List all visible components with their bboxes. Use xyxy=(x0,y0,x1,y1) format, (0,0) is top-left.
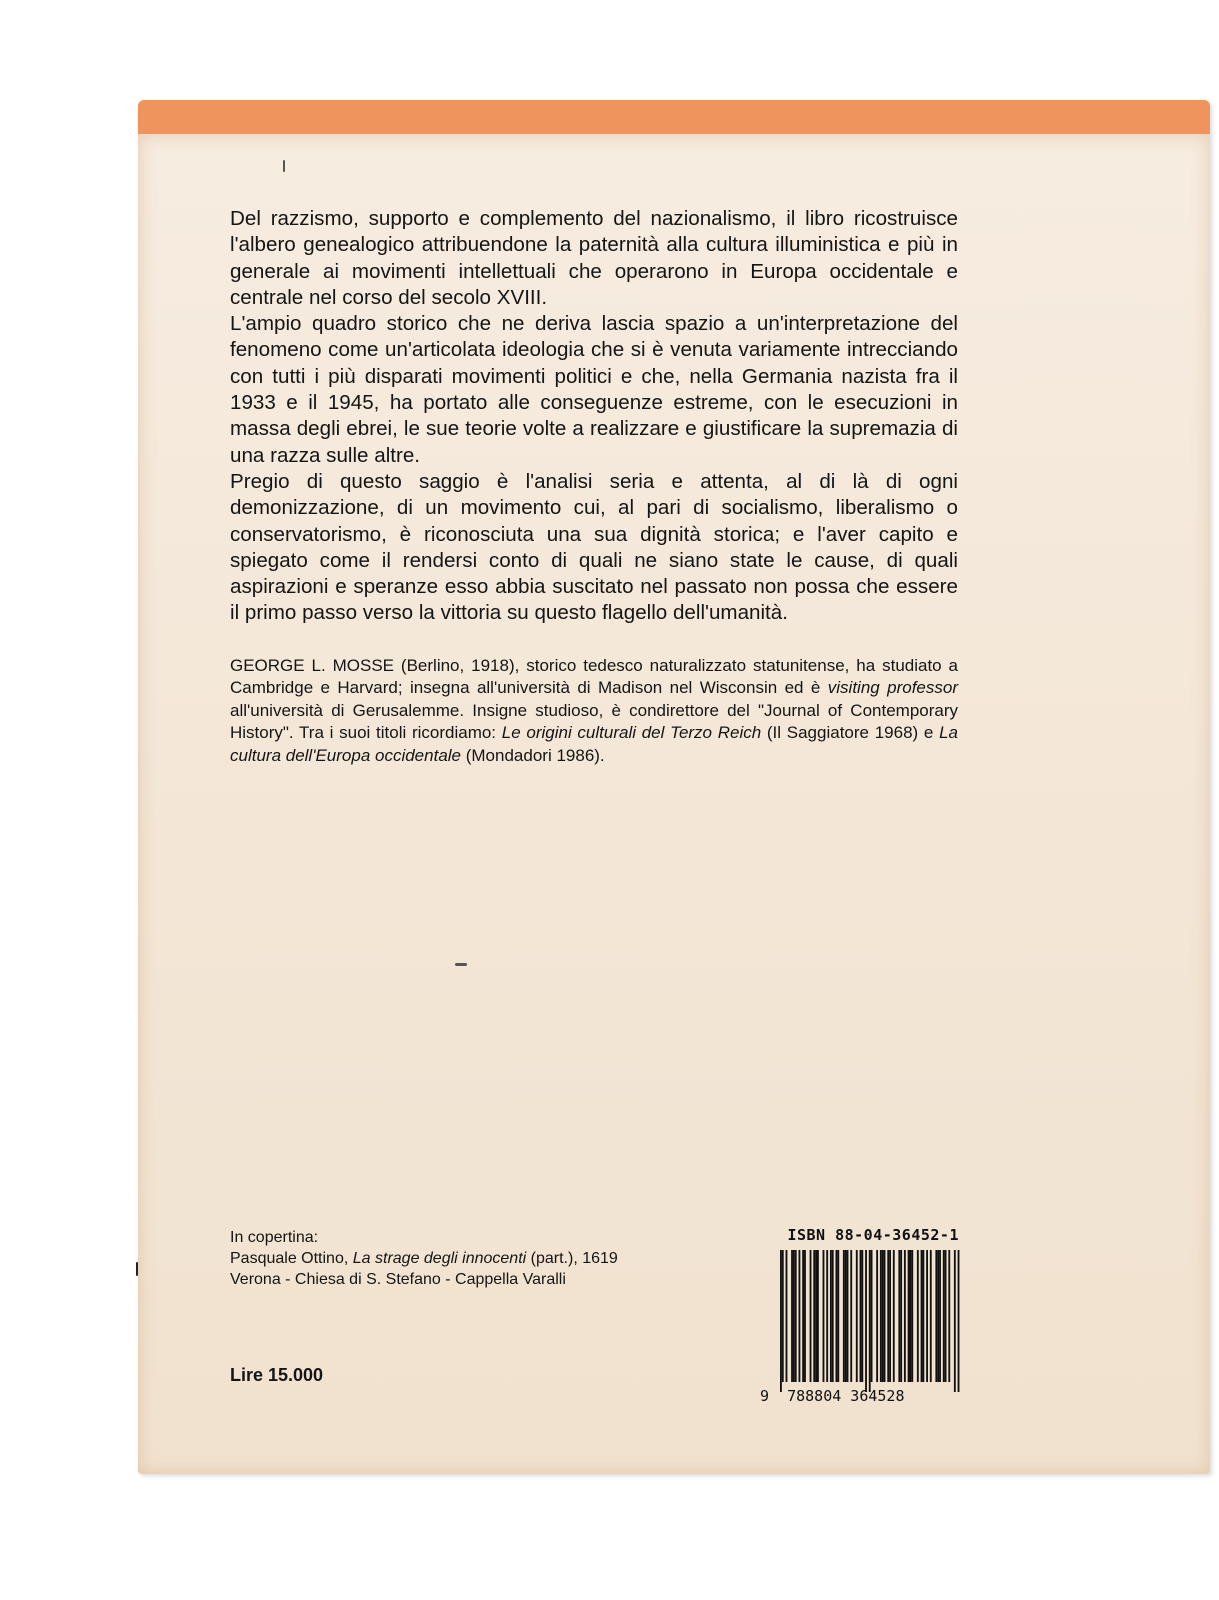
ean-number xyxy=(760,1387,965,1405)
bio-visiting-professor: visiting professor xyxy=(827,678,958,698)
blurb-paragraph-1: Del razzismo, supporto e complemento del nazionalismo, il libro ricostruisce l'albero genealogico attribuendone la paternità alla cultura illuministica e più in generale ai movimenti intellettuali che operarono in Europa occidentale e centrale nel corso del secolo XVIII. xyxy=(230,207,958,309)
bio-text-1: GEORGE L. MOSSE (Berlino, 1918), storico tedesco naturalizzato statunitense, ha studiato a Cambridge e Harvard; insegna all'università di Madison nel Wisconsin ed è xyxy=(230,656,958,698)
bio-book-title-2: La cultura dell'Europa occidentale xyxy=(230,723,958,765)
ean-first-digit: 9 xyxy=(760,1387,770,1405)
cover-credit-artist: Pasquale Ottino, xyxy=(230,1250,353,1267)
cover-mark xyxy=(136,1262,138,1276)
bio-book-title-1: Le origini culturali del Terzo Reich xyxy=(501,723,762,743)
bio-text-3: (Il Saggiatore 1968) e xyxy=(761,723,940,743)
bio-text-4: (Mondadori 1986). xyxy=(461,745,605,765)
cover-credit-detail: (part.), 1619 xyxy=(526,1250,618,1267)
ean-digits: 788804 364528 xyxy=(787,1387,905,1405)
cover-credit-artwork xyxy=(230,1248,750,1269)
isbn-block xyxy=(760,1226,965,1405)
isbn-number: ISBN 88-04-36452-1 xyxy=(787,1226,959,1244)
price-label: Lire 15.000 xyxy=(230,1365,324,1385)
blurb-text xyxy=(230,206,958,627)
cover-credit xyxy=(230,1227,750,1290)
author-bio xyxy=(230,655,958,767)
bio-text-2: all'università di Gerusalemme. Insigne studioso, è condirettore del "Journal of Contemporary History". Tra i suoi titoli ricordiamo: xyxy=(230,700,958,743)
blurb-paragraph-3: Pregio di questo saggio è l'analisi seria e attenta, al di là di ogni demonizzazione, di un movimento cui, al pari di socialismo, liberalismo o conservatorismo, è riconosciuta una sua dignità storica; e l'aver capito e spiegato come il rendersi conto di quali ne siano state le cause, di quali aspirazioni e speranze esso abbia suscitato nel passato non possa che essere il primo passo verso la vittoria su questo flagello dell'umanità. xyxy=(230,469,958,625)
barcode-area xyxy=(760,1244,965,1405)
cover-mark xyxy=(455,963,467,966)
cover-credit-location: Verona - Chiesa di S. Stefano - Cappella Varalli xyxy=(230,1271,566,1288)
blurb-paragraph-2: L'ampio quadro storico che ne deriva lascia spazio a un'interpretazione del fenomeno come un'articolata ideologia che si è venuta variamente intrecciando con tutti i più disparati movimenti politici e che, nella Germania nazista fra il 1933 e il 1945, ha portato alle conseguenze estreme, con le esecuzioni in massa degli ebrei, le sue teorie volte a realizzare e giustificare la supremazia di una razza sulle altre. xyxy=(230,312,958,467)
barcode-icon xyxy=(780,1250,960,1400)
author-bio-paragraph xyxy=(230,655,958,767)
cover-mark xyxy=(283,160,285,172)
cover-credit-work-title: La strage degli innocenti xyxy=(352,1250,527,1267)
cover-credit-label: In copertina: xyxy=(230,1229,319,1246)
